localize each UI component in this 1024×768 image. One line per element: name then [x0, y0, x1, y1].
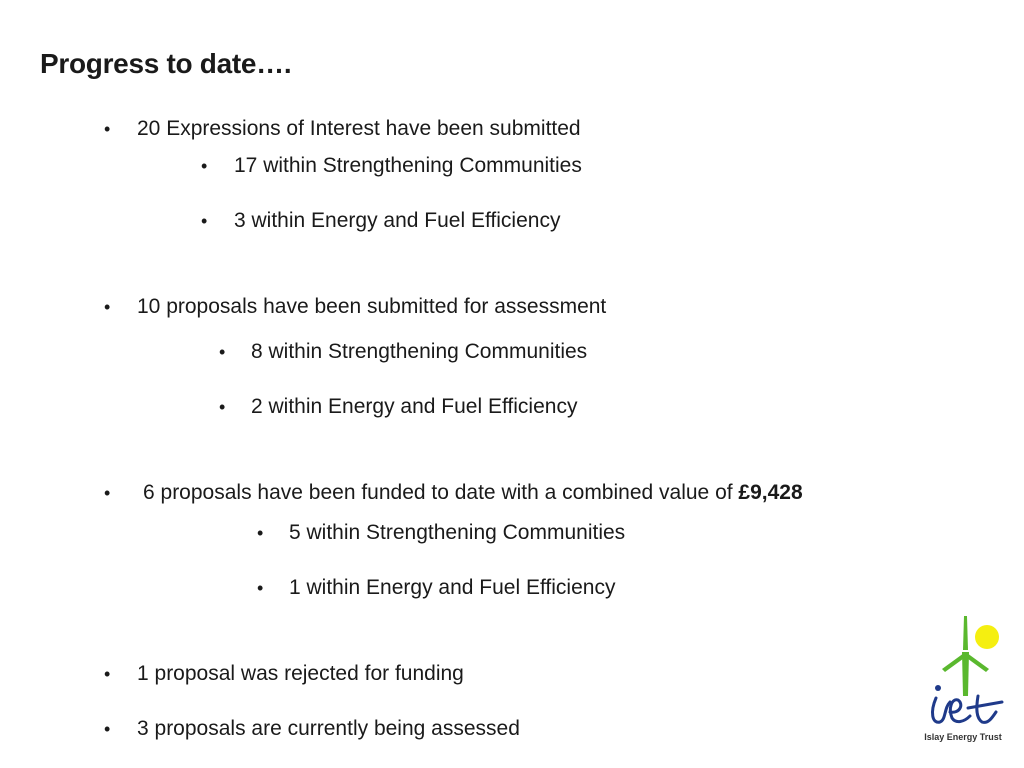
- bullet-marker: •: [201, 211, 208, 231]
- bullet-marker: •: [257, 523, 264, 543]
- bullet-marker: •: [104, 297, 111, 317]
- sub-bullet-funded-strengthening: 5 within Strengthening Communities: [289, 521, 626, 544]
- bullet-eoi: 20 Expressions of Interest have been submitted: [137, 117, 581, 140]
- sub-bullet-assessment-energy: 2 within Energy and Fuel Efficiency: [251, 395, 578, 418]
- slide-title: Progress to date….: [40, 48, 292, 79]
- bullet-marker: •: [201, 156, 208, 176]
- bullet-marker: •: [219, 397, 226, 417]
- bullet-assessment: 10 proposals have been submitted for assessment: [137, 295, 607, 318]
- bullet-being-assessed: 3 proposals are currently being assessed: [137, 717, 520, 740]
- bullet-marker: •: [104, 483, 111, 503]
- sub-bullet-funded-energy: 1 within Energy and Fuel Efficiency: [289, 576, 616, 599]
- sub-bullet-assessment-strengthening: 8 within Strengthening Communities: [251, 340, 588, 363]
- bullet-marker: •: [104, 719, 111, 739]
- bullet-marker: •: [257, 578, 264, 598]
- bullet-funded: [143, 480, 803, 506]
- sub-bullet-eoi-energy: 3 within Energy and Fuel Efficiency: [234, 209, 561, 232]
- bullet-marker: •: [104, 119, 111, 139]
- islay-energy-trust-logo: [920, 612, 1010, 747]
- logo-caption: Islay Energy Trust: [924, 732, 1002, 742]
- bullet-rejected: 1 proposal was rejected for funding: [137, 662, 464, 685]
- bullet-funded-text: 6 proposals have been funded to date with a combined value of: [143, 481, 739, 504]
- funded-total-value: £9,428: [738, 481, 803, 504]
- sub-bullet-eoi-strengthening: 17 within Strengthening Communities: [234, 154, 582, 177]
- sun-icon: [975, 625, 999, 649]
- bullet-marker: •: [104, 664, 111, 684]
- bullet-marker: •: [219, 342, 226, 362]
